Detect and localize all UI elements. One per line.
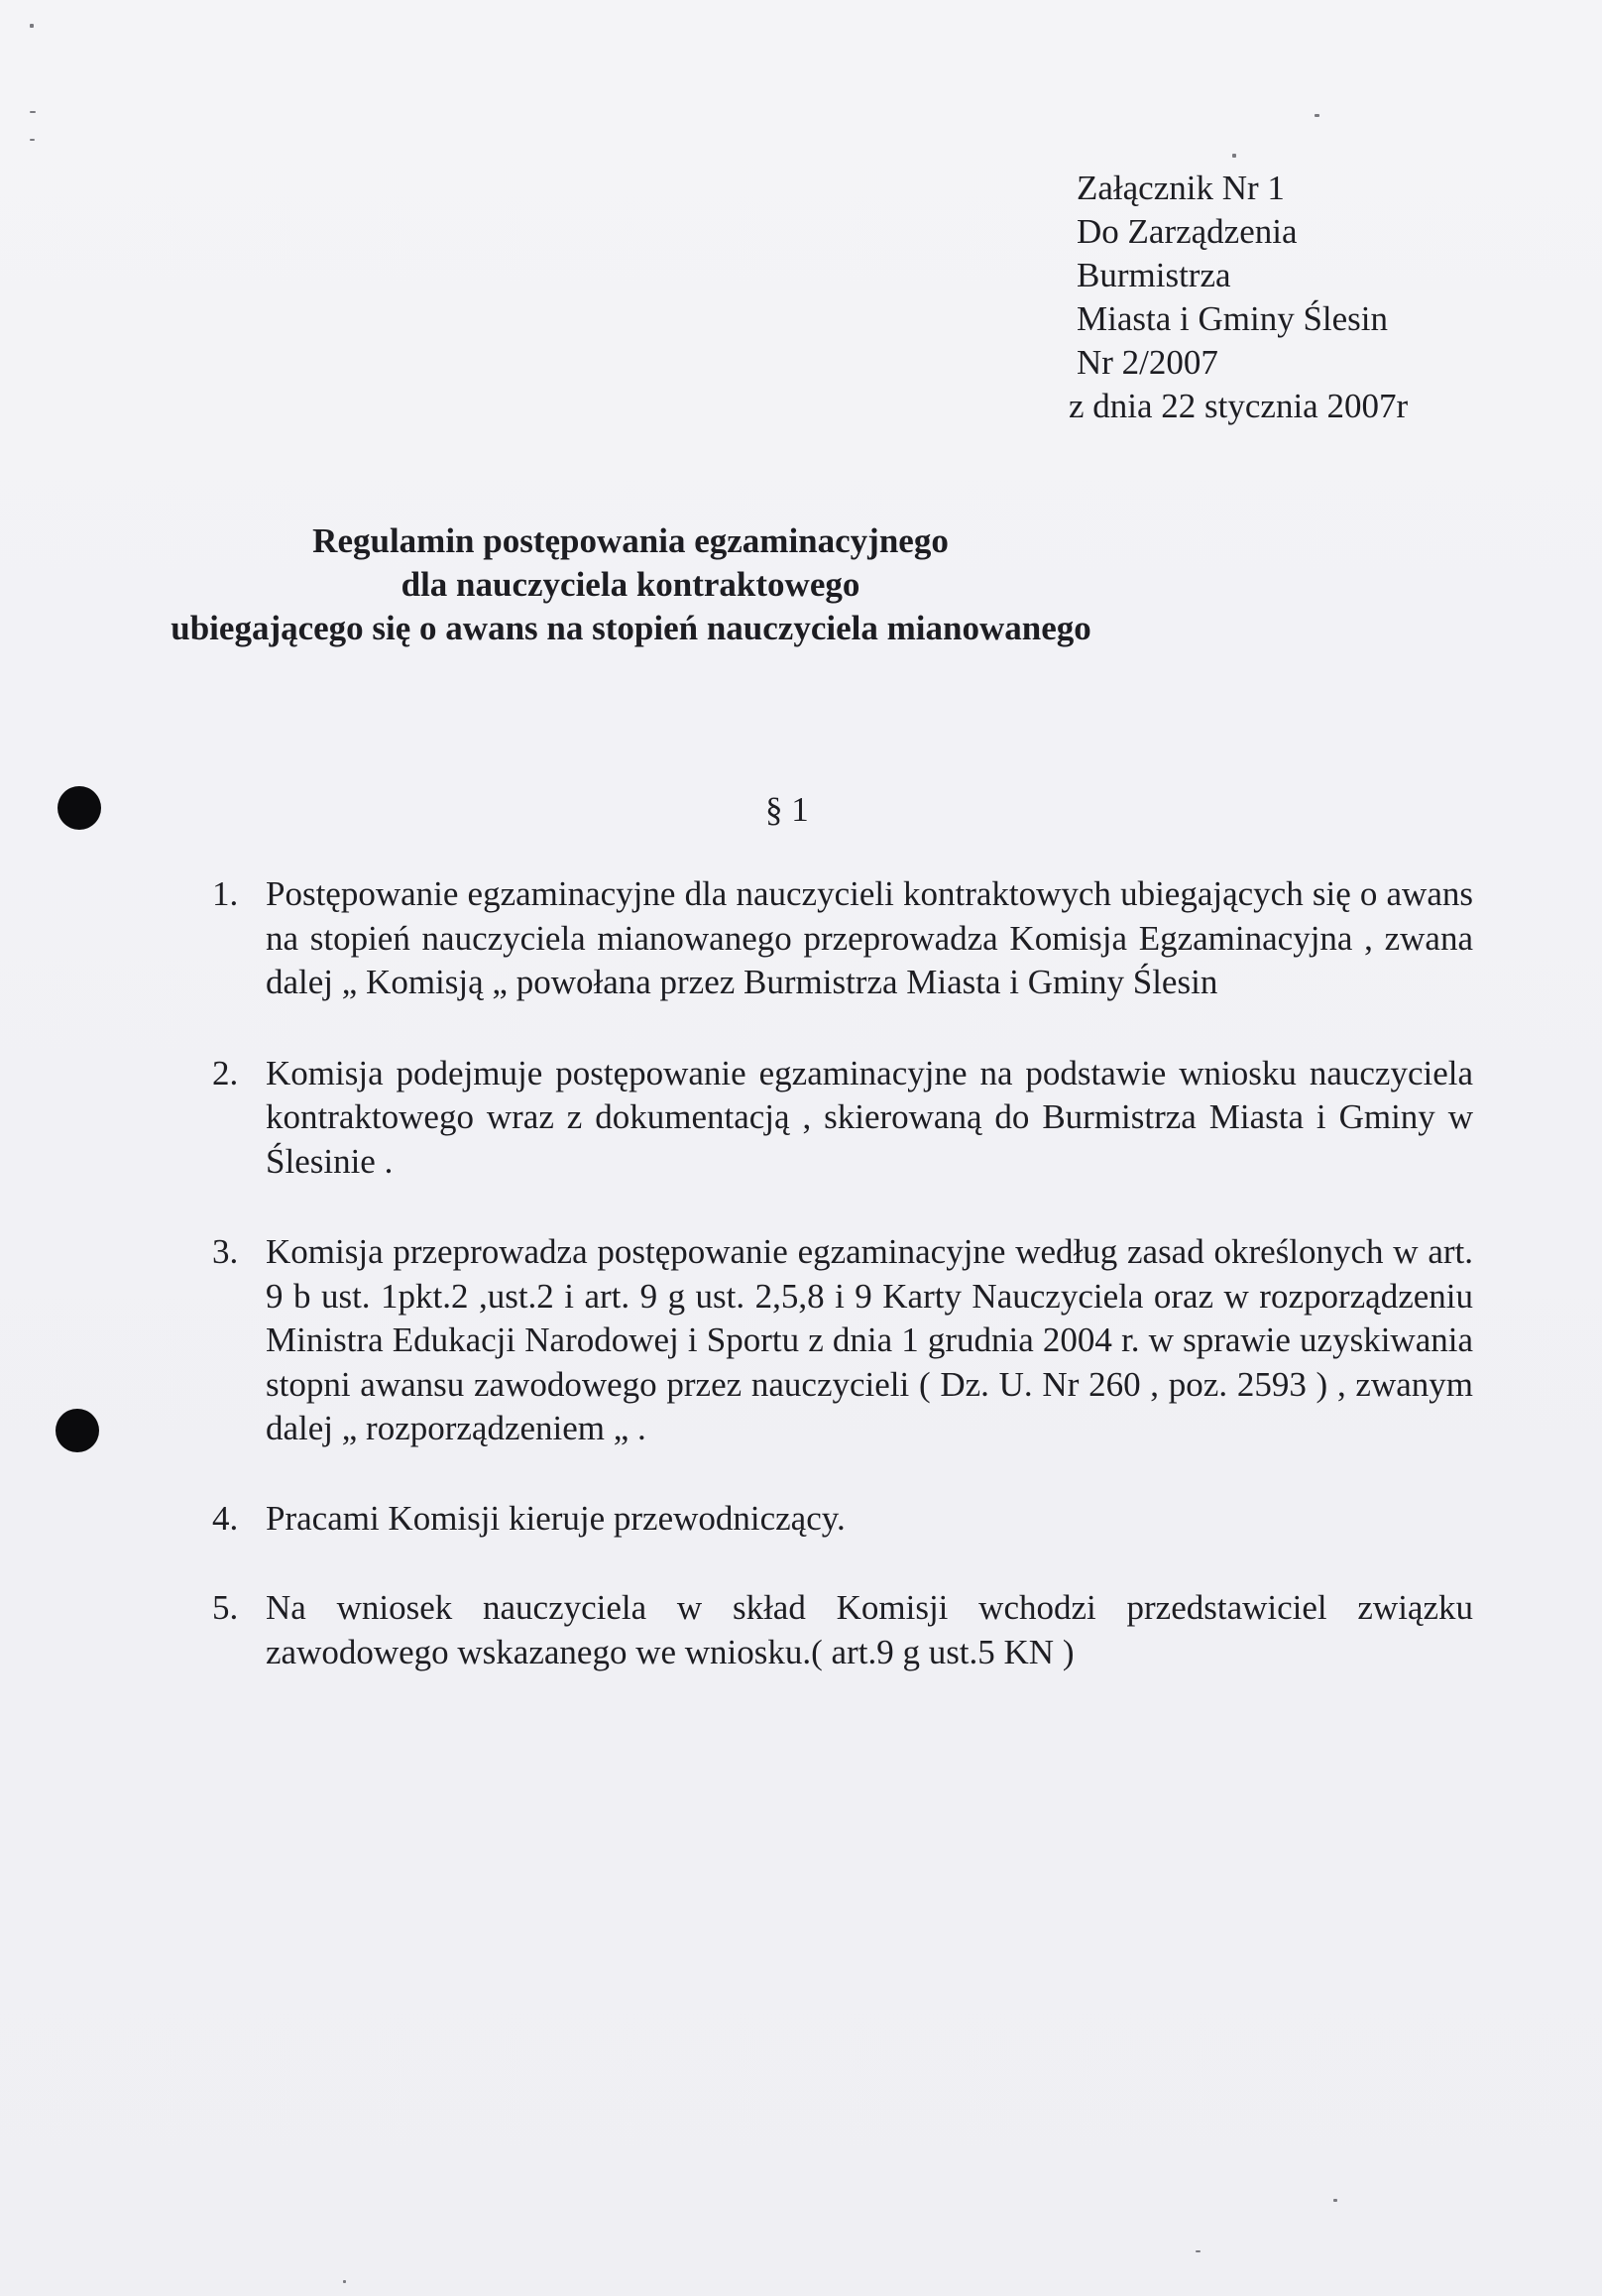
list-item (212, 1497, 1473, 1542)
list-item (212, 872, 1473, 1005)
document-title (0, 519, 1602, 650)
list-item-text: Komisja podejmuje postępowanie egzaminacyjne na podstawie wniosku nauczyciela kontraktowego wraz z dokumentacją , skierowaną do Burmistrza Miasta i Gminy w Ślesinie . (266, 1053, 1473, 1181)
section-mark: § 1 (765, 790, 809, 829)
scan-speck (1232, 154, 1236, 158)
list-item-number: 1. (212, 874, 239, 913)
list-item-text: Postępowanie egzaminacyjne dla nauczycieli kontraktowych ubiegających się o awans na stopień nauczyciela mianowanego przeprowadza Komisja Egzaminacyjna , zwana dalej „ Komisją „ powołana przez Burmistrza Miasta i Gminy Ślesin (266, 874, 1473, 1001)
list-item-number: 3. (212, 1232, 239, 1271)
attachment-order-number: Nr 2/2007 (1077, 343, 1218, 382)
scan-speck (1196, 2250, 1201, 2252)
scan-speck (30, 139, 35, 141)
title-line-1: Regulamin postępowania egzaminacyjnego (312, 521, 949, 560)
attachment-date: z dnia 22 stycznia 2007r (1069, 387, 1409, 425)
list-item-text: Pracami Komisji kieruje przewodniczący. (266, 1498, 846, 1538)
scan-speck (1333, 2199, 1337, 2202)
attachment-header (1069, 167, 1409, 428)
list-item-number: 4. (212, 1498, 239, 1538)
list-item (212, 1230, 1473, 1451)
title-line-2: dla nauczyciela kontraktowego (400, 565, 860, 604)
attachment-municipality: Miasta i Gminy Ślesin (1077, 299, 1389, 338)
scan-speck (1315, 114, 1319, 117)
list-item-text: Na wniosek nauczyciela w skład Komisji wchodzi przedstawiciel związku zawodowego wskazanego we wniosku.( art.9 g ust.5 KN ) (266, 1588, 1473, 1671)
attachment-authority: Burmistrza (1077, 256, 1231, 294)
list-item-number: 5. (212, 1588, 239, 1627)
scan-speck (30, 111, 36, 113)
list-item (212, 1586, 1473, 1674)
scan-speck (343, 2280, 346, 2283)
attachment-to-order: Do Zarządzenia (1077, 212, 1298, 251)
scan-speck (30, 24, 34, 28)
list-item-text: Komisja przeprowadza postępowanie egzaminacyjne według zasad określonych w art. 9 b ust. 1pkt.2 ,ust.2 i art. 9 g ust. 2,5,8 i 9 Karty Nauczyciela oraz w rozporządzeniu Ministra Edukacji Narodowej i Sportu z dnia 1 grudnia 2004 r. w sprawie uzyskiwania stopni awansu zawodowego przez nauczycieli ( Dz. U. Nr 260 , poz. 2593 ) , zwanym dalej „ rozporządzeniem „ . (266, 1232, 1473, 1447)
attachment-number: Załącznik Nr 1 (1077, 169, 1285, 207)
list-item (212, 1052, 1473, 1185)
list-item-number: 2. (212, 1053, 239, 1092)
punch-hole-top (57, 786, 101, 830)
title-line-3: ubiegającego się o awans na stopień nauczyciela mianowanego (171, 609, 1091, 647)
punch-hole-bottom (56, 1409, 99, 1452)
numbered-points (212, 872, 1473, 1674)
